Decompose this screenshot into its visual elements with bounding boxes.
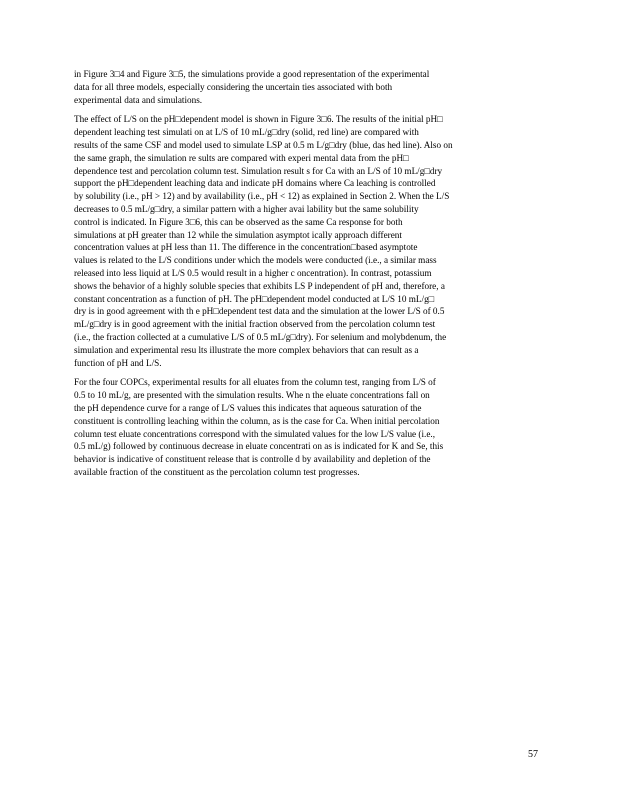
paragraph-figure-continuation <box>74 68 546 106</box>
text-line: constituent is controlling leaching within the column, as is the case for Ca. When initial percolation <box>74 415 440 426</box>
paragraph-copcs-results <box>74 376 546 478</box>
text-line: dependent leaching test simulati on at L/S of 10 mL/g□dry (solid, red line) are compared with <box>74 127 419 138</box>
text-line: dependence test and percolation column test. Simulation result s for Ca with an L/S of 10 mL/g□dry <box>74 165 443 176</box>
text-line: simulations at pH greater than 12 while the simulation asymptot ically approach different <box>74 229 402 240</box>
text-line: column test eluate concentrations correspond with the simulated values for the low L/S value (i.e., <box>74 428 436 439</box>
body-text <box>74 68 546 486</box>
text-line: 0.5 mL/g) followed by continuous decrease in eluate concentrati on as is indicated for K and Se, this <box>74 441 444 452</box>
text-line: concentration values at pH less than 11. The difference in the concentration□based asymptote <box>74 242 418 253</box>
text-line: results of the same CSF and model used to simulate LSP at 0.5 m L/g□dry (blue, das hed line). Also on <box>74 139 453 150</box>
text-line: simulation and experimental resu lts illustrate the more complex behaviors that can result as a <box>74 344 419 355</box>
text-line: decreases to 0.5 mL/g□dry, a similar pattern with a higher avai lability but the same solubility <box>74 203 419 214</box>
text-line: support the pH□dependent leaching data and indicate pH domains where Ca leaching is controlled <box>74 178 436 189</box>
text-line: constant concentration as a function of pH. The pH□dependent model conducted at L/S 10 mL/g□ <box>74 293 435 304</box>
text-line: dry is in good agreement with th e pH□dependent test data and the simulation at the lower L/S of 0.5 <box>74 306 445 317</box>
text-line: by solubility (i.e., pH > 12) and by availability (i.e., pH < 12) as explained in Section 2. When the L/S <box>74 191 450 202</box>
text-line: The effect of L/S on the pH□dependent model is shown in Figure 3□6. The results of the initial pH□ <box>74 114 443 125</box>
text-line: control is indicated. In Figure 3□6, this can be observed as the same Ca response for both <box>74 216 403 227</box>
paragraph-ls-effect <box>74 113 546 369</box>
text-line: 0.5 to 10 mL/g, are presented with the simulation results. Whe n the eluate concentrations fall on <box>74 390 430 401</box>
text-line: the same graph, the simulation re sults are compared with experi mental data from the pH□ <box>74 152 409 163</box>
text-line: shows the behavior of a highly soluble species that exhibits LS P independent of pH and, therefore, a <box>74 280 445 291</box>
text-line: experimental data and simulations. <box>74 94 203 105</box>
text-line: behavior is indicative of constituent release that is controlle d by availability and depletion of the <box>74 454 431 465</box>
text-line: (i.e., the fraction collected at a cumulative L/S of 0.5 mL/g□dry). For selenium and molybdenum, the <box>74 331 447 342</box>
text-line: available fraction of the constituent as the percolation column test progresses. <box>74 466 360 477</box>
text-line: in Figure 3□4 and Figure 3□5, the simulations provide a good representation of the experimental <box>74 69 430 79</box>
text-line: released into less liquid at L/S 0.5 would result in a higher c oncentration). In contrast, potassium <box>74 267 432 278</box>
text-line: the pH dependence curve for a range of L/S values this indicates that aqueous saturation of the <box>74 402 422 413</box>
text-line: function of pH and L/S. <box>74 357 162 368</box>
page-number: 57 <box>528 749 538 760</box>
text-line: mL/g□dry is in good agreement with the initial fraction observed from the percolation column test <box>74 319 436 330</box>
text-line: data for all three models, especially considering the uncertain ties associated with both <box>74 81 393 92</box>
text-line: For the four COPCs, experimental results for all eluates from the column test, ranging from L/S of <box>74 377 436 388</box>
text-line: values is related to the L/S conditions under which the models were conducted (i.e., a similar mass <box>74 255 437 266</box>
